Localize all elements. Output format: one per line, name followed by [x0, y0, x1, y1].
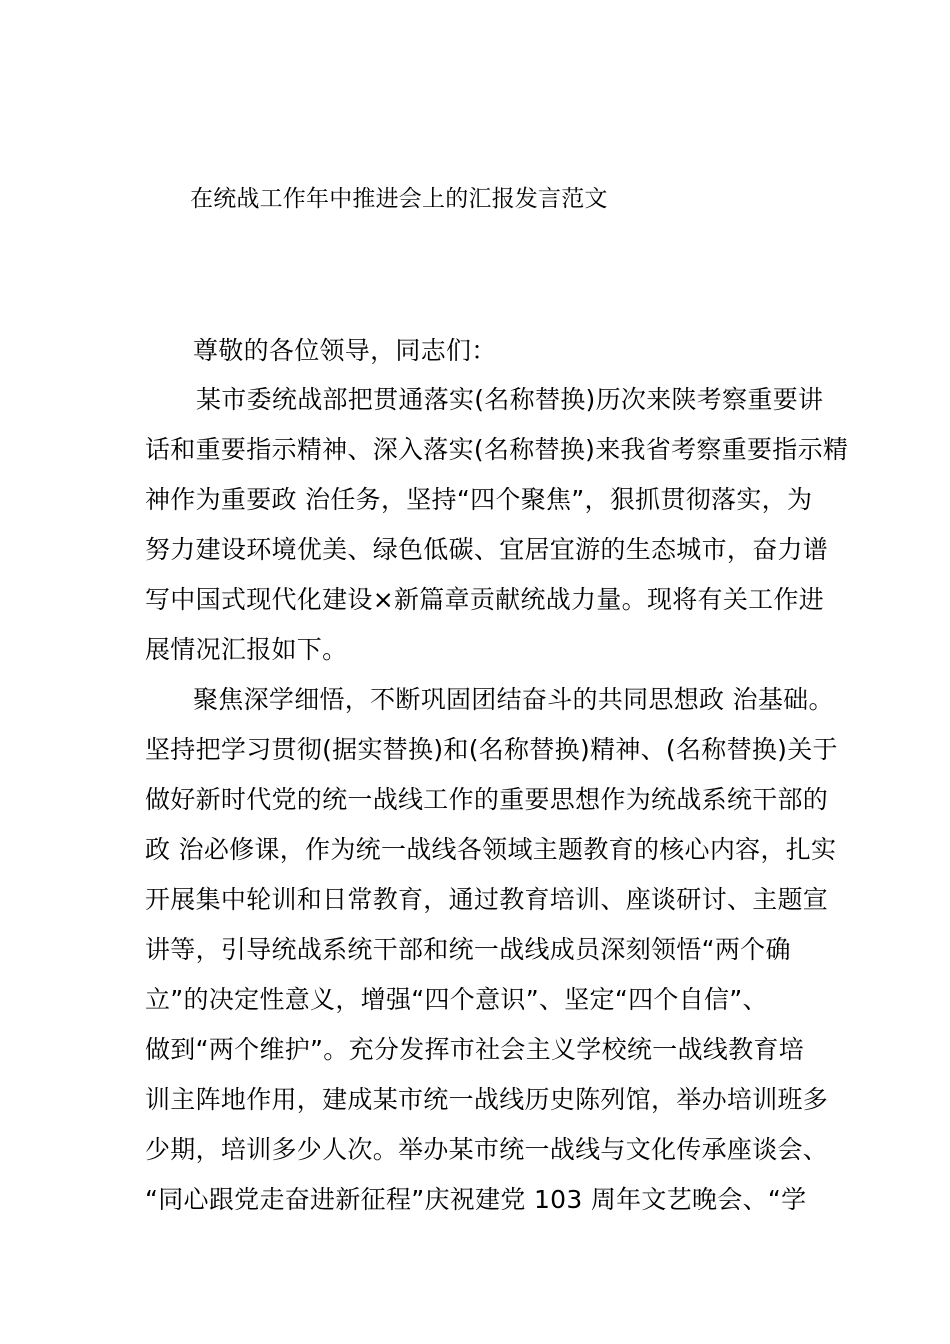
paragraph-line: 神作为重要政 治任务，坚持“四个聚焦”，狠抓贯彻落实，为	[145, 485, 813, 514]
paragraph-line: 话和重要指示精神、深入落实(名称替换)来我省考察重要指示精	[145, 435, 849, 464]
paragraph-line: “同心跟党走奋进新征程”庆祝建党 103 周年文艺晚会、“学	[145, 1185, 807, 1214]
salutation: 尊敬的各位领导，同志们：	[193, 336, 497, 365]
paragraph-line: 聚焦深学细悟，不断巩固团结奋斗的共同思想政 治基础。	[193, 685, 834, 714]
paragraph-line: 展情况汇报如下。	[145, 635, 348, 664]
paragraph-line: 少期，培训多少人次。举办某市统一战线与文化传承座谈会、	[145, 1135, 829, 1164]
paragraph-line: 开展集中轮训和日常教育，通过教育培训、座谈研讨、主题宣	[145, 885, 829, 914]
paragraph-line: 某市委统战部把贯通落实(名称替换)历次来陕考察重要讲	[196, 385, 824, 414]
paragraph-line: 做好新时代党的统一战线工作的重要思想作为统战系统干部的	[145, 785, 829, 814]
document-title: 在统战工作年中推进会上的汇报发言范文	[190, 186, 608, 212]
paragraph-line: 做到“两个维护”。充分发挥市社会主义学校统一战线教育培	[145, 1035, 805, 1064]
paragraph-line: 政 治必修课，作为统一战线各领域主题教育的核心内容，扎实	[145, 835, 837, 864]
paragraph-line: 坚持把学习贯彻(据实替换)和(名称替换)精神、(名称替换)关于	[145, 735, 838, 764]
paragraph-line: 训主阵地作用，建成某市统一战线历史陈列馆，举办培训班多	[145, 1085, 829, 1114]
paragraph-line: 努力建设环境优美、绿色低碳、宜居宜游的生态城市，奋力谱	[145, 535, 829, 564]
paragraph-line: 立”的决定性意义，增强“四个意识”、坚定“四个自信”、	[145, 985, 768, 1014]
paragraph-line: 讲等，引导统战系统干部和统一战线成员深刻领悟“两个确	[145, 935, 791, 964]
paragraph-line: 写中国式现代化建设×新篇章贡献统战力量。现将有关工作进	[145, 585, 825, 614]
